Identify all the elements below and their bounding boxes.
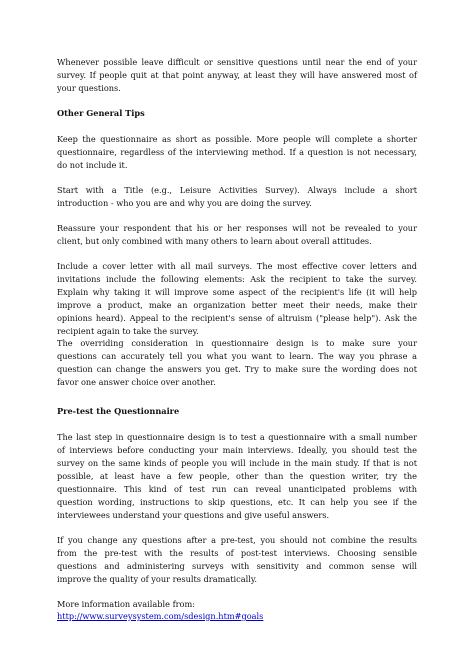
text-line: questionnaire. This kind of test run can reveal unanticipated problems with xyxy=(57,484,417,494)
text-line: your questions. xyxy=(57,83,121,93)
text-line: question can change the answers you get. Try to make sure the wording does not xyxy=(57,364,417,374)
text-line: questions can accurately tell you what you want to learn. The way you phrase a xyxy=(57,351,417,361)
text-line: invitations include the following elements: Ask the recipient to take the survey. xyxy=(57,274,417,284)
text-line: questionnaire, regardless of the interviewing method. If a question is not necessary, xyxy=(57,147,417,157)
text-line: opinions heard). Appeal to the recipient's sense of altruism ("please help"). Ask the xyxy=(57,313,417,323)
text-line: Reassure your respondent that his or her responses will not be revealed to your xyxy=(57,223,417,233)
text-line: survey on the same kinds of people you will include in the main study. If that is not xyxy=(57,458,417,468)
source-link[interactable]: http://www.surveysystem.com/sdesign.htm#goals xyxy=(57,611,264,621)
text-line: favor one answer choice over another. xyxy=(57,377,216,387)
text-line: The overriding consideration in questionnaire design is to make sure your xyxy=(57,338,417,348)
text-line: client, but only combined with many others to learn about overall attitudes. xyxy=(57,236,372,246)
text-line: from the pre-test with the results of post-test interviews. Choosing sensible xyxy=(57,548,417,558)
text-line: improve a product, make an organization better meet their needs, make their xyxy=(57,300,417,310)
text-line: Start with a Title (e.g., Leisure Activities Survey). Always include a short xyxy=(57,185,417,195)
text-line: Keep the questionnaire as short as possible. More people will complete a shorter xyxy=(57,134,417,144)
text-line: improve the quality of your results dramatically. xyxy=(57,574,257,584)
text-line: questions and administering surveys with sensitivity and common sense will xyxy=(57,561,417,571)
text-line: Whenever possible leave difficult or sensitive questions until near the end of your xyxy=(57,57,417,67)
text-line: Explain why taking it will improve some aspect of the recipient's life (it will help xyxy=(57,287,417,297)
text-line: possible, at least have a few people, other than the question writer, try the xyxy=(57,471,417,481)
more-info-label: More information available from: xyxy=(57,599,196,609)
text-line: recipient again to take the survey. xyxy=(57,326,199,336)
text-line: survey. If people quit at that point anyway, at least they will have answered most of xyxy=(57,70,417,80)
text-line: question wording, instructions to skip questions, etc. It can help you see if the xyxy=(57,497,417,507)
heading-other-general-tips: Other General Tips xyxy=(57,108,145,118)
text-line: do not include it. xyxy=(57,160,128,170)
text-line: If you change any questions after a pre-test, you should not combine the results xyxy=(57,535,417,545)
text-line: of interviews before conducting your main interviews. Ideally, you should test the xyxy=(57,445,417,455)
text-line: Include a cover letter with all mail surveys. The most effective cover letters and xyxy=(57,261,417,271)
text-line: interviewees understand your questions and give useful answers. xyxy=(57,510,330,520)
text-line: introduction - who you are and why you are doing the survey. xyxy=(57,198,312,208)
heading-pre-test: Pre-test the Questionnaire xyxy=(57,406,180,416)
text-line: The last step in questionnaire design is to test a questionnaire with a small number xyxy=(57,432,417,442)
